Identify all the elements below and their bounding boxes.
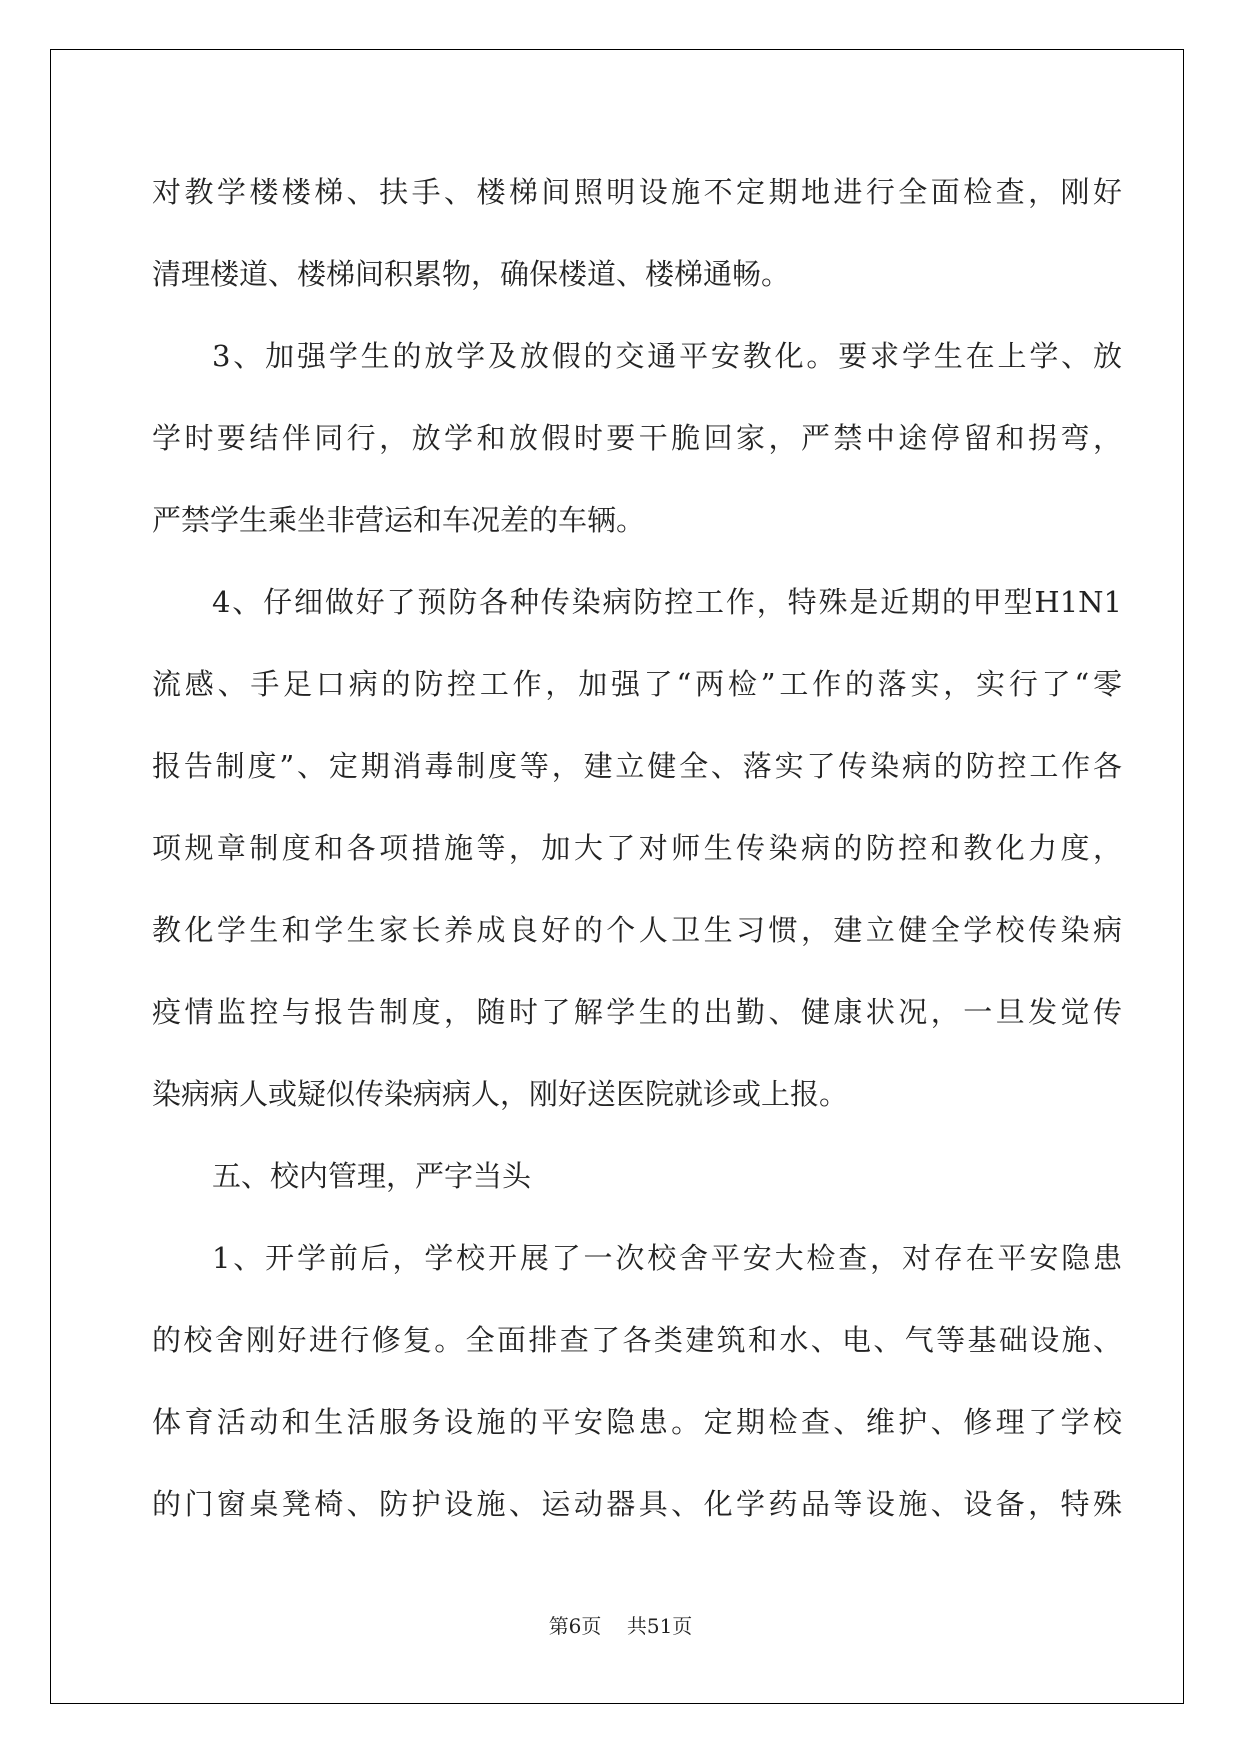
text-line: 的校舍刚好进行修复。全面排查了各类建筑和水、电、气等基础设施、 bbox=[152, 1323, 1122, 1357]
text-line: 对教学楼楼梯、扶手、楼梯间照明设施不定期地进行全面检查，刚好 bbox=[152, 175, 1122, 209]
text-line: 流感、手足口病的防控工作，加强了“两检”工作的落实，实行了“零 bbox=[152, 667, 1122, 701]
text-line: 报告制度”、定期消毒制度等，建立健全、落实了传染病的防控工作各 bbox=[152, 749, 1122, 783]
text-line: 染病病人或疑似传染病病人，刚好送医院就诊或上报。 bbox=[152, 1077, 849, 1111]
section-heading: 五、校内管理，严字当头 bbox=[212, 1159, 532, 1193]
text-line: 清理楼道、楼梯间积累物，确保楼道、楼梯通畅。 bbox=[152, 257, 791, 291]
page-number-footer: 第6页 共51页 bbox=[548, 1614, 693, 1638]
text-line: 体育活动和生活服务设施的平安隐患。定期检查、维护、修理了学校 bbox=[152, 1405, 1122, 1439]
text-line: 严禁学生乘坐非营运和车况差的车辆。 bbox=[152, 503, 646, 537]
text-line: 学时要结伴同行，放学和放假时要干脆回家，严禁中途停留和拐弯， bbox=[152, 421, 1122, 455]
paragraph-start-line: 4、仔细做好了预防各种传染病防控工作，特殊是近期的甲型H1N1 bbox=[212, 585, 1122, 619]
paragraph-start-line: 3、加强学生的放学及放假的交通平安教化。要求学生在上学、放 bbox=[212, 339, 1122, 373]
paragraph-start-line: 1、开学前后，学校开展了一次校舍平安大检查，对存在平安隐患 bbox=[212, 1241, 1122, 1275]
document-body bbox=[152, 162, 1122, 1556]
text-line: 教化学生和学生家长养成良好的个人卫生习惯，建立健全学校传染病 bbox=[152, 913, 1122, 947]
text-line: 疫情监控与报告制度，随时了解学生的出勤、健康状况，一旦发觉传 bbox=[152, 995, 1122, 1029]
text-line: 的门窗桌凳椅、防护设施、运动器具、化学药品等设施、设备，特殊 bbox=[152, 1487, 1122, 1521]
text-line: 项规章制度和各项措施等，加大了对师生传染病的防控和教化力度， bbox=[152, 831, 1122, 865]
